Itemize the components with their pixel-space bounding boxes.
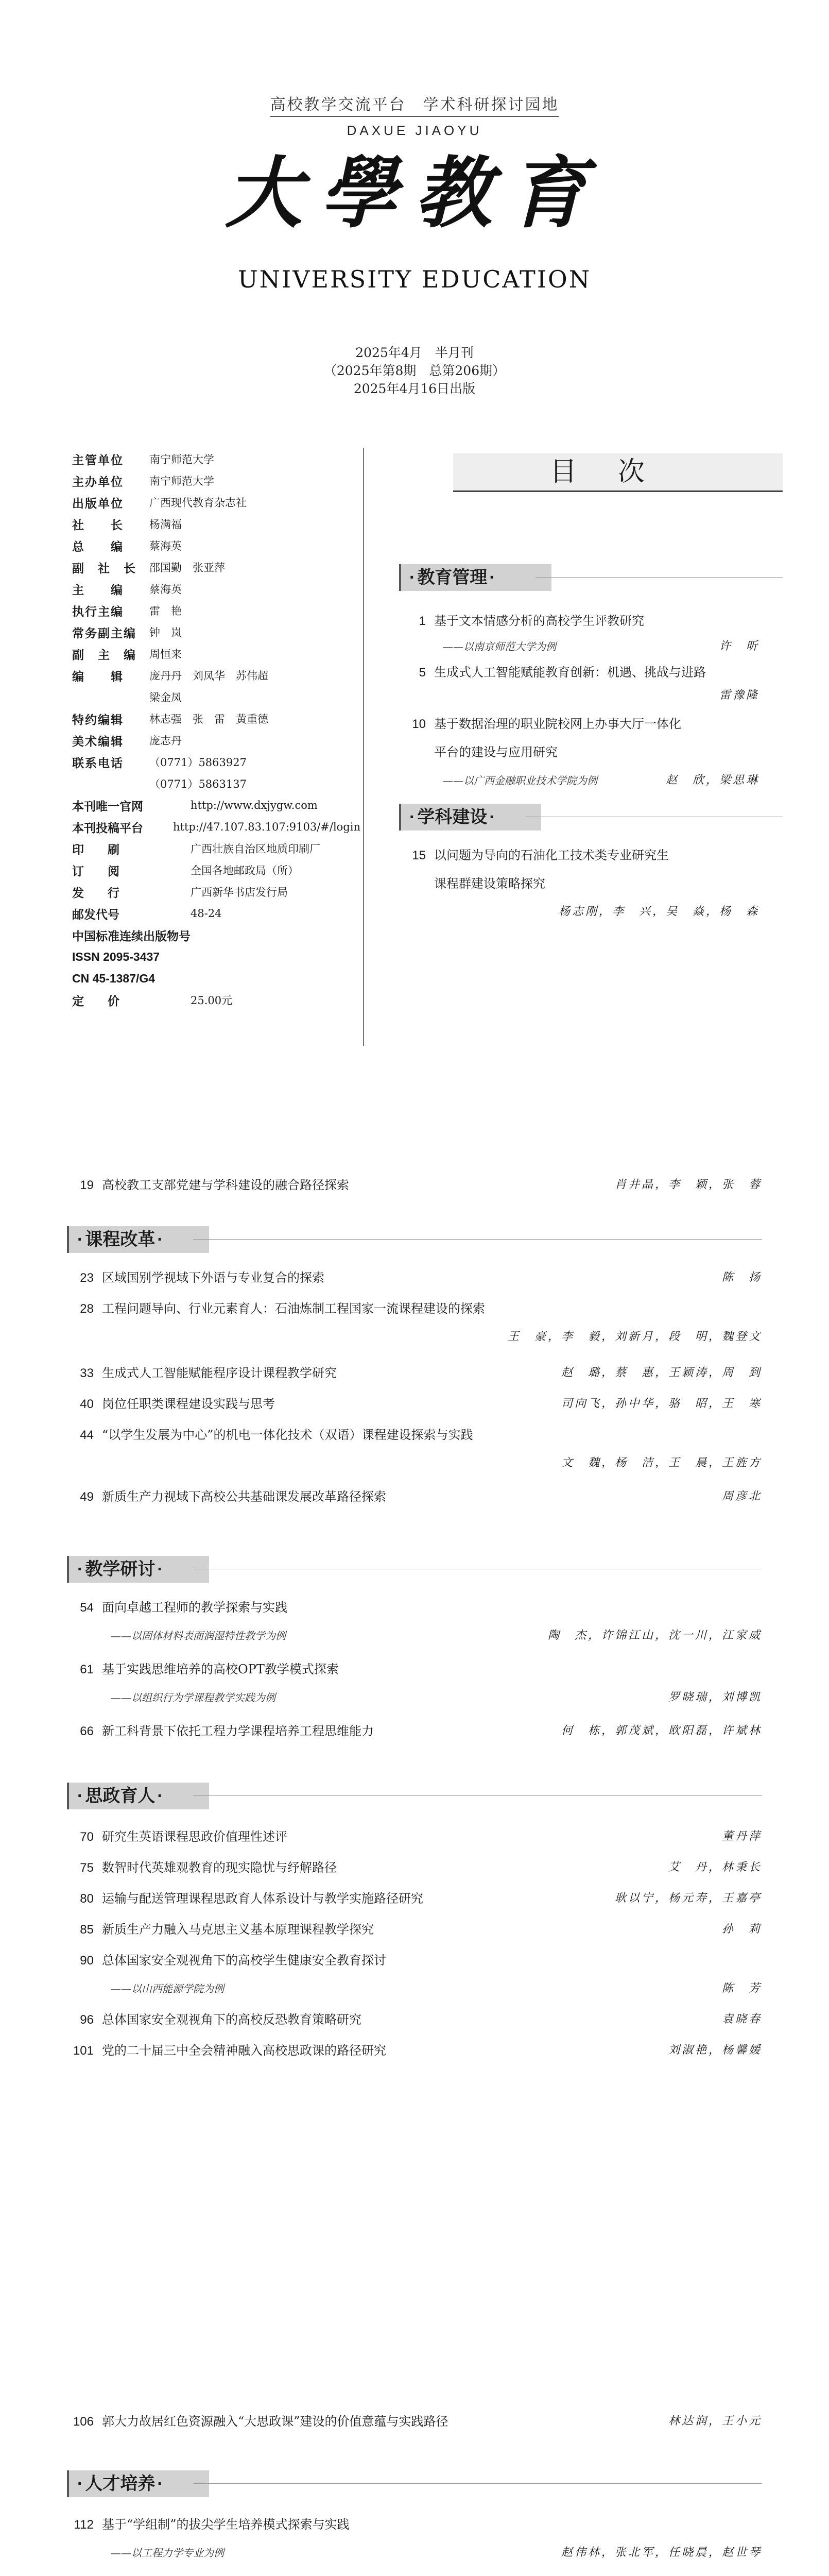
page-number: 61 bbox=[80, 1663, 94, 1676]
page-number: 19 bbox=[80, 1178, 94, 1192]
section-heading: · 教育管理 · bbox=[399, 564, 551, 591]
section-heading: · 思政育人 · bbox=[67, 1783, 209, 1809]
article-title: 新质生产力视域下高校公共基础课发展改革路径探索 bbox=[102, 1489, 386, 1504]
article-title: 基于文本情感分析的高校学生评教研究 bbox=[434, 614, 644, 628]
info-row bbox=[72, 773, 360, 794]
toc-entry bbox=[67, 1175, 349, 1193]
toc-entry bbox=[67, 1950, 386, 1968]
info-row bbox=[72, 643, 360, 665]
article-authors: 赵伟林，张北军，任晓晨，赵世琴 bbox=[561, 2546, 762, 2559]
page-number: 54 bbox=[80, 1601, 94, 1615]
section-rule bbox=[193, 1795, 762, 1796]
info-value: （0771）5863927 bbox=[149, 756, 247, 769]
info-row bbox=[72, 881, 360, 903]
section-heading: · 课程改革 · bbox=[67, 1226, 209, 1253]
info-label: 主管单位 bbox=[72, 453, 124, 467]
info-row bbox=[72, 903, 360, 924]
toc-entry bbox=[67, 2040, 386, 2058]
article-subtitle: ——以组织行为学课程教学实践为例 bbox=[111, 1691, 275, 1704]
issue-date: 2025年4月16日出版 bbox=[353, 381, 476, 396]
masthead-rule bbox=[270, 116, 559, 117]
info-row bbox=[72, 968, 360, 989]
page-number: 106 bbox=[73, 2415, 94, 2429]
info-label: 编 辑 bbox=[72, 669, 124, 683]
toc-entry bbox=[399, 714, 681, 732]
article-subtitle: ——以工程力学专业为例 bbox=[111, 2547, 224, 2559]
info-value: 雷 艳 bbox=[149, 605, 182, 617]
page-number: 23 bbox=[80, 1271, 94, 1285]
info-label: 主 编 bbox=[72, 583, 124, 597]
toc-entry bbox=[399, 611, 644, 629]
info-row bbox=[72, 989, 360, 1011]
article-title: “以学生发展为中心”的机电一体化技术（双语）课程建设探索与实践 bbox=[102, 1428, 473, 1442]
section-rule bbox=[193, 2483, 762, 2484]
info-label: 社 长 bbox=[72, 518, 124, 532]
article-authors: 赵 璐，蔡 惠，王颖涛，周 到 bbox=[561, 1366, 762, 1379]
section-heading: · 教学研讨 · bbox=[67, 1556, 209, 1583]
publication-info bbox=[72, 448, 360, 1011]
info-value: 全国各地邮政局（所） bbox=[191, 865, 299, 877]
info-label: 主办单位 bbox=[72, 474, 124, 488]
page-number: 85 bbox=[80, 1923, 94, 1937]
info-row bbox=[72, 492, 360, 513]
info-label: 本刊唯一官网 bbox=[72, 799, 143, 813]
article-authors: 许 昕 bbox=[719, 640, 759, 653]
toc-entry bbox=[67, 1659, 339, 1677]
article-title: 岗位任职类课程建设实践与思考 bbox=[102, 1397, 275, 1411]
masthead-pinyin: DAXUE JIAOYU bbox=[347, 123, 482, 138]
issue-number: （2025年第8期 总第206期） bbox=[323, 363, 506, 378]
section-heading: · 学科建设 · bbox=[399, 804, 541, 831]
article-title: 生成式人工智能赋能程序设计课程教学研究 bbox=[102, 1366, 337, 1380]
article-authors: 司向飞，孙中华，骆 昭，王 寒 bbox=[561, 1397, 762, 1410]
info-row bbox=[72, 535, 360, 556]
article-authors: 杨志刚，李 兴，吴 焱，杨 森 bbox=[558, 905, 759, 918]
info-row bbox=[72, 556, 360, 578]
page-number: 44 bbox=[80, 1428, 94, 1442]
article-title: 生成式人工智能赋能教育创新：机遇、挑战与进路 bbox=[434, 665, 706, 680]
toc-entry bbox=[67, 1919, 374, 1937]
article-title-continued: 平台的建设与应用研究 bbox=[434, 745, 558, 759]
info-label: 本刊投稿平台 bbox=[72, 821, 143, 835]
info-label: 订 阅 bbox=[72, 864, 119, 878]
article-authors: 林达润，王小元 bbox=[668, 2415, 762, 2428]
info-value: 邵国勤 张亚萍 bbox=[149, 562, 225, 574]
info-value: 南宁师范大学 bbox=[149, 453, 214, 466]
info-value: 广西壮族自治区地质印刷厂 bbox=[191, 843, 320, 855]
info-label: 副 社 长 bbox=[72, 561, 136, 575]
info-label: 邮发代号 bbox=[72, 907, 119, 921]
info-row bbox=[72, 686, 360, 708]
info-value: 南宁师范大学 bbox=[149, 475, 214, 487]
toc-entry bbox=[67, 1267, 324, 1285]
section-rule bbox=[536, 577, 783, 578]
info-value: 庞丹丹 刘凤华 苏伟超 bbox=[149, 670, 268, 682]
article-authors: 耿以宁，杨元寿，王嘉亭 bbox=[614, 1892, 762, 1905]
toc-entry bbox=[67, 1857, 337, 1875]
article-authors: 王 豪，李 毅，刘新月，段 明，魏登文 bbox=[507, 1330, 762, 1343]
info-row bbox=[72, 578, 360, 600]
info-label: 美术编辑 bbox=[72, 734, 124, 748]
section-rule bbox=[193, 1239, 762, 1240]
info-value: 广西新华书店发行局 bbox=[191, 886, 288, 899]
info-value: 杨满福 bbox=[149, 518, 182, 531]
article-title: 郭大力故居红色资源融入“大思政课”建设的价值意蕴与实践路径 bbox=[102, 2414, 448, 2429]
article-authors: 周彦北 bbox=[721, 1490, 762, 1503]
article-authors: 雷豫隆 bbox=[719, 689, 759, 702]
toc-entry bbox=[67, 2411, 448, 2429]
article-title: 总体国家安全观视角下的高校反恐教育策略研究 bbox=[102, 2012, 361, 2027]
article-title: 工程问题导向、行业元素育人：石油炼制工程国家一流课程建设的探索 bbox=[102, 1301, 485, 1316]
article-title: 基于数据治理的职业院校网上办事大厅一体化 bbox=[434, 717, 681, 731]
article-authors: 董丹萍 bbox=[721, 1830, 762, 1843]
article-title: 党的二十届三中全会精神融入高校思政课的路径研究 bbox=[102, 2043, 386, 2058]
info-value: 25.00元 bbox=[191, 994, 233, 1007]
toc-entry bbox=[67, 1826, 287, 1844]
info-label: 副 主 编 bbox=[72, 648, 136, 662]
info-row bbox=[72, 470, 360, 492]
info-label: 执行主编 bbox=[72, 604, 124, 618]
article-subtitle: ——以南京师范大学为例 bbox=[443, 640, 556, 653]
info-value: 林志强 张 雷 黄重德 bbox=[149, 713, 268, 725]
info-value: 蔡海英 bbox=[149, 583, 182, 596]
page-number: 90 bbox=[80, 1954, 94, 1968]
info-value: 广西现代教育杂志社 bbox=[149, 497, 247, 509]
page-number: 15 bbox=[412, 849, 426, 862]
page-number: 70 bbox=[80, 1830, 94, 1844]
info-row bbox=[72, 924, 360, 946]
article-title: 高校教工支部党建与学科建设的融合路径探索 bbox=[102, 1178, 349, 1192]
info-row bbox=[72, 621, 360, 643]
info-label: 出版单位 bbox=[72, 496, 124, 510]
page-number: 10 bbox=[412, 717, 426, 731]
page-number: 28 bbox=[80, 1302, 94, 1316]
article-title: 数智时代英雄观教育的现实隐忧与纾解路径 bbox=[102, 1860, 337, 1875]
toc-entry bbox=[67, 2009, 361, 2027]
info-row bbox=[72, 946, 360, 968]
info-value: 48-24 bbox=[191, 907, 222, 920]
article-title: 基于“学组制”的拔尖学生培养模式探索与实践 bbox=[102, 2517, 350, 2532]
info-value: （0771）5863137 bbox=[149, 778, 247, 790]
toc-entry bbox=[67, 1298, 485, 1316]
toc-entry bbox=[67, 1394, 275, 1412]
toc-entry bbox=[67, 1597, 287, 1615]
article-title: 区域国别学视域下外语与专业复合的探索 bbox=[102, 1270, 324, 1285]
info-row bbox=[72, 448, 360, 470]
toc-entry bbox=[399, 845, 669, 863]
article-authors: 孙 莉 bbox=[721, 1923, 762, 1936]
article-authors: 肖井晶，李 颖，张 蓉 bbox=[614, 1178, 762, 1191]
masthead-tagline: 高校教学交流平台 学术科研探讨园地 bbox=[270, 96, 559, 114]
article-title-continued: 课程群建设策略探究 bbox=[434, 876, 545, 891]
article-authors: 罗晓瑞，刘博凯 bbox=[668, 1691, 762, 1704]
article-subtitle: ——以固体材料表面润湿特性教学为例 bbox=[111, 1630, 286, 1642]
info-row bbox=[72, 513, 360, 535]
toc-entry bbox=[67, 1425, 473, 1443]
info-row bbox=[72, 838, 360, 859]
article-title: 基于实践思维培养的高校OPT教学模式探索 bbox=[102, 1662, 339, 1676]
info-value: 周恒来 bbox=[149, 648, 182, 660]
article-title: 新工科背景下依托工程力学课程培养工程思维能力 bbox=[102, 1724, 374, 1738]
info-label: 特约编辑 bbox=[72, 713, 124, 726]
info-row bbox=[72, 751, 360, 773]
info-value: 钟 岚 bbox=[149, 626, 182, 639]
toc-entry bbox=[67, 1363, 337, 1381]
info-row bbox=[72, 708, 360, 730]
page-number: 96 bbox=[80, 2013, 94, 2027]
column-divider bbox=[363, 448, 364, 1046]
info-row bbox=[72, 794, 360, 816]
page-number: 1 bbox=[419, 614, 426, 628]
info-value: 蔡海英 bbox=[149, 540, 182, 552]
info-row bbox=[72, 816, 360, 838]
page-number: 112 bbox=[74, 2518, 94, 2532]
article-authors: 陈 芳 bbox=[721, 1982, 762, 1995]
info-value: http://www.dxjygw.com bbox=[191, 799, 318, 811]
article-subtitle: ——以山西能源学院为例 bbox=[111, 1982, 224, 1995]
info-value: 庞志丹 bbox=[149, 735, 182, 747]
info-label: 印 刷 bbox=[72, 842, 119, 856]
info-row bbox=[72, 730, 360, 751]
page-number: 40 bbox=[80, 1397, 94, 1411]
article-title: 研究生英语课程思政价值理性述评 bbox=[102, 1829, 287, 1844]
info-row bbox=[72, 665, 360, 686]
article-authors: 陈 扬 bbox=[721, 1271, 762, 1284]
info-label: 常务副主编 bbox=[72, 626, 136, 640]
article-title: 新质生产力融入马克思主义基本原理课程教学探究 bbox=[102, 1922, 374, 1937]
toc-entry bbox=[67, 2514, 350, 2532]
page-number: 75 bbox=[80, 1861, 94, 1875]
article-subtitle: ——以广西金融职业技术学院为例 bbox=[443, 774, 597, 787]
article-authors: 陶 杰，许锦江山，沈一川，江家威 bbox=[547, 1629, 762, 1642]
info-label: 总 编 bbox=[72, 539, 124, 553]
article-title: 运输与配送管理课程思政育人体系设计与教学实施路径研究 bbox=[102, 1891, 423, 1906]
article-authors: 赵 欣，梁思琳 bbox=[665, 774, 759, 787]
page-number: 101 bbox=[73, 2044, 94, 2058]
article-authors: 艾 丹，林秉长 bbox=[668, 1861, 762, 1874]
info-label: CN 45-1387/G4 bbox=[72, 971, 156, 985]
page-number: 49 bbox=[80, 1490, 94, 1504]
issue-frequency: 2025年4月 半月刊 bbox=[355, 345, 474, 360]
info-label: 中国标准连续出版物号 bbox=[72, 929, 191, 943]
info-label: 定 价 bbox=[72, 994, 119, 1008]
section-heading: · 人才培养 · bbox=[67, 2470, 209, 2497]
contents-title: 目次 bbox=[453, 453, 783, 492]
toc-entry bbox=[67, 1721, 374, 1739]
page-number: 80 bbox=[80, 1892, 94, 1906]
article-authors: 何 栋，郭茂斌，欧阳磊，许斌林 bbox=[561, 1724, 762, 1737]
info-label: ISSN 2095-3437 bbox=[72, 950, 160, 963]
page-number: 5 bbox=[419, 666, 426, 680]
info-label: 发 行 bbox=[72, 886, 119, 900]
toc-entry bbox=[399, 662, 706, 680]
info-row bbox=[72, 600, 360, 621]
page-number: 33 bbox=[80, 1366, 94, 1380]
article-authors: 文 魏，杨 洁，王 晨，王旌方 bbox=[561, 1456, 762, 1469]
info-label: 联系电话 bbox=[72, 756, 124, 770]
info-value: http://47.107.83.107:9103/#/login bbox=[172, 821, 360, 833]
info-row bbox=[72, 859, 360, 881]
journal-logo: 大學教育 bbox=[224, 148, 604, 239]
page-number: 66 bbox=[80, 1724, 94, 1738]
info-value: 梁金凤 bbox=[149, 691, 182, 704]
journal-logo-english: UNIVERSITY EDUCATION bbox=[238, 265, 591, 293]
article-title: 面向卓越工程师的教学探索与实践 bbox=[102, 1600, 287, 1615]
article-title: 以问题为导向的石油化工技术类专业研究生 bbox=[434, 848, 669, 862]
article-title: 总体国家安全观视角下的高校学生健康安全教育探讨 bbox=[102, 1953, 386, 1968]
article-authors: 袁晓春 bbox=[721, 2013, 762, 2026]
article-authors: 刘淑艳，杨馨媛 bbox=[668, 2044, 762, 2057]
toc-entry bbox=[67, 1486, 386, 1504]
toc-entry bbox=[67, 1888, 423, 1906]
